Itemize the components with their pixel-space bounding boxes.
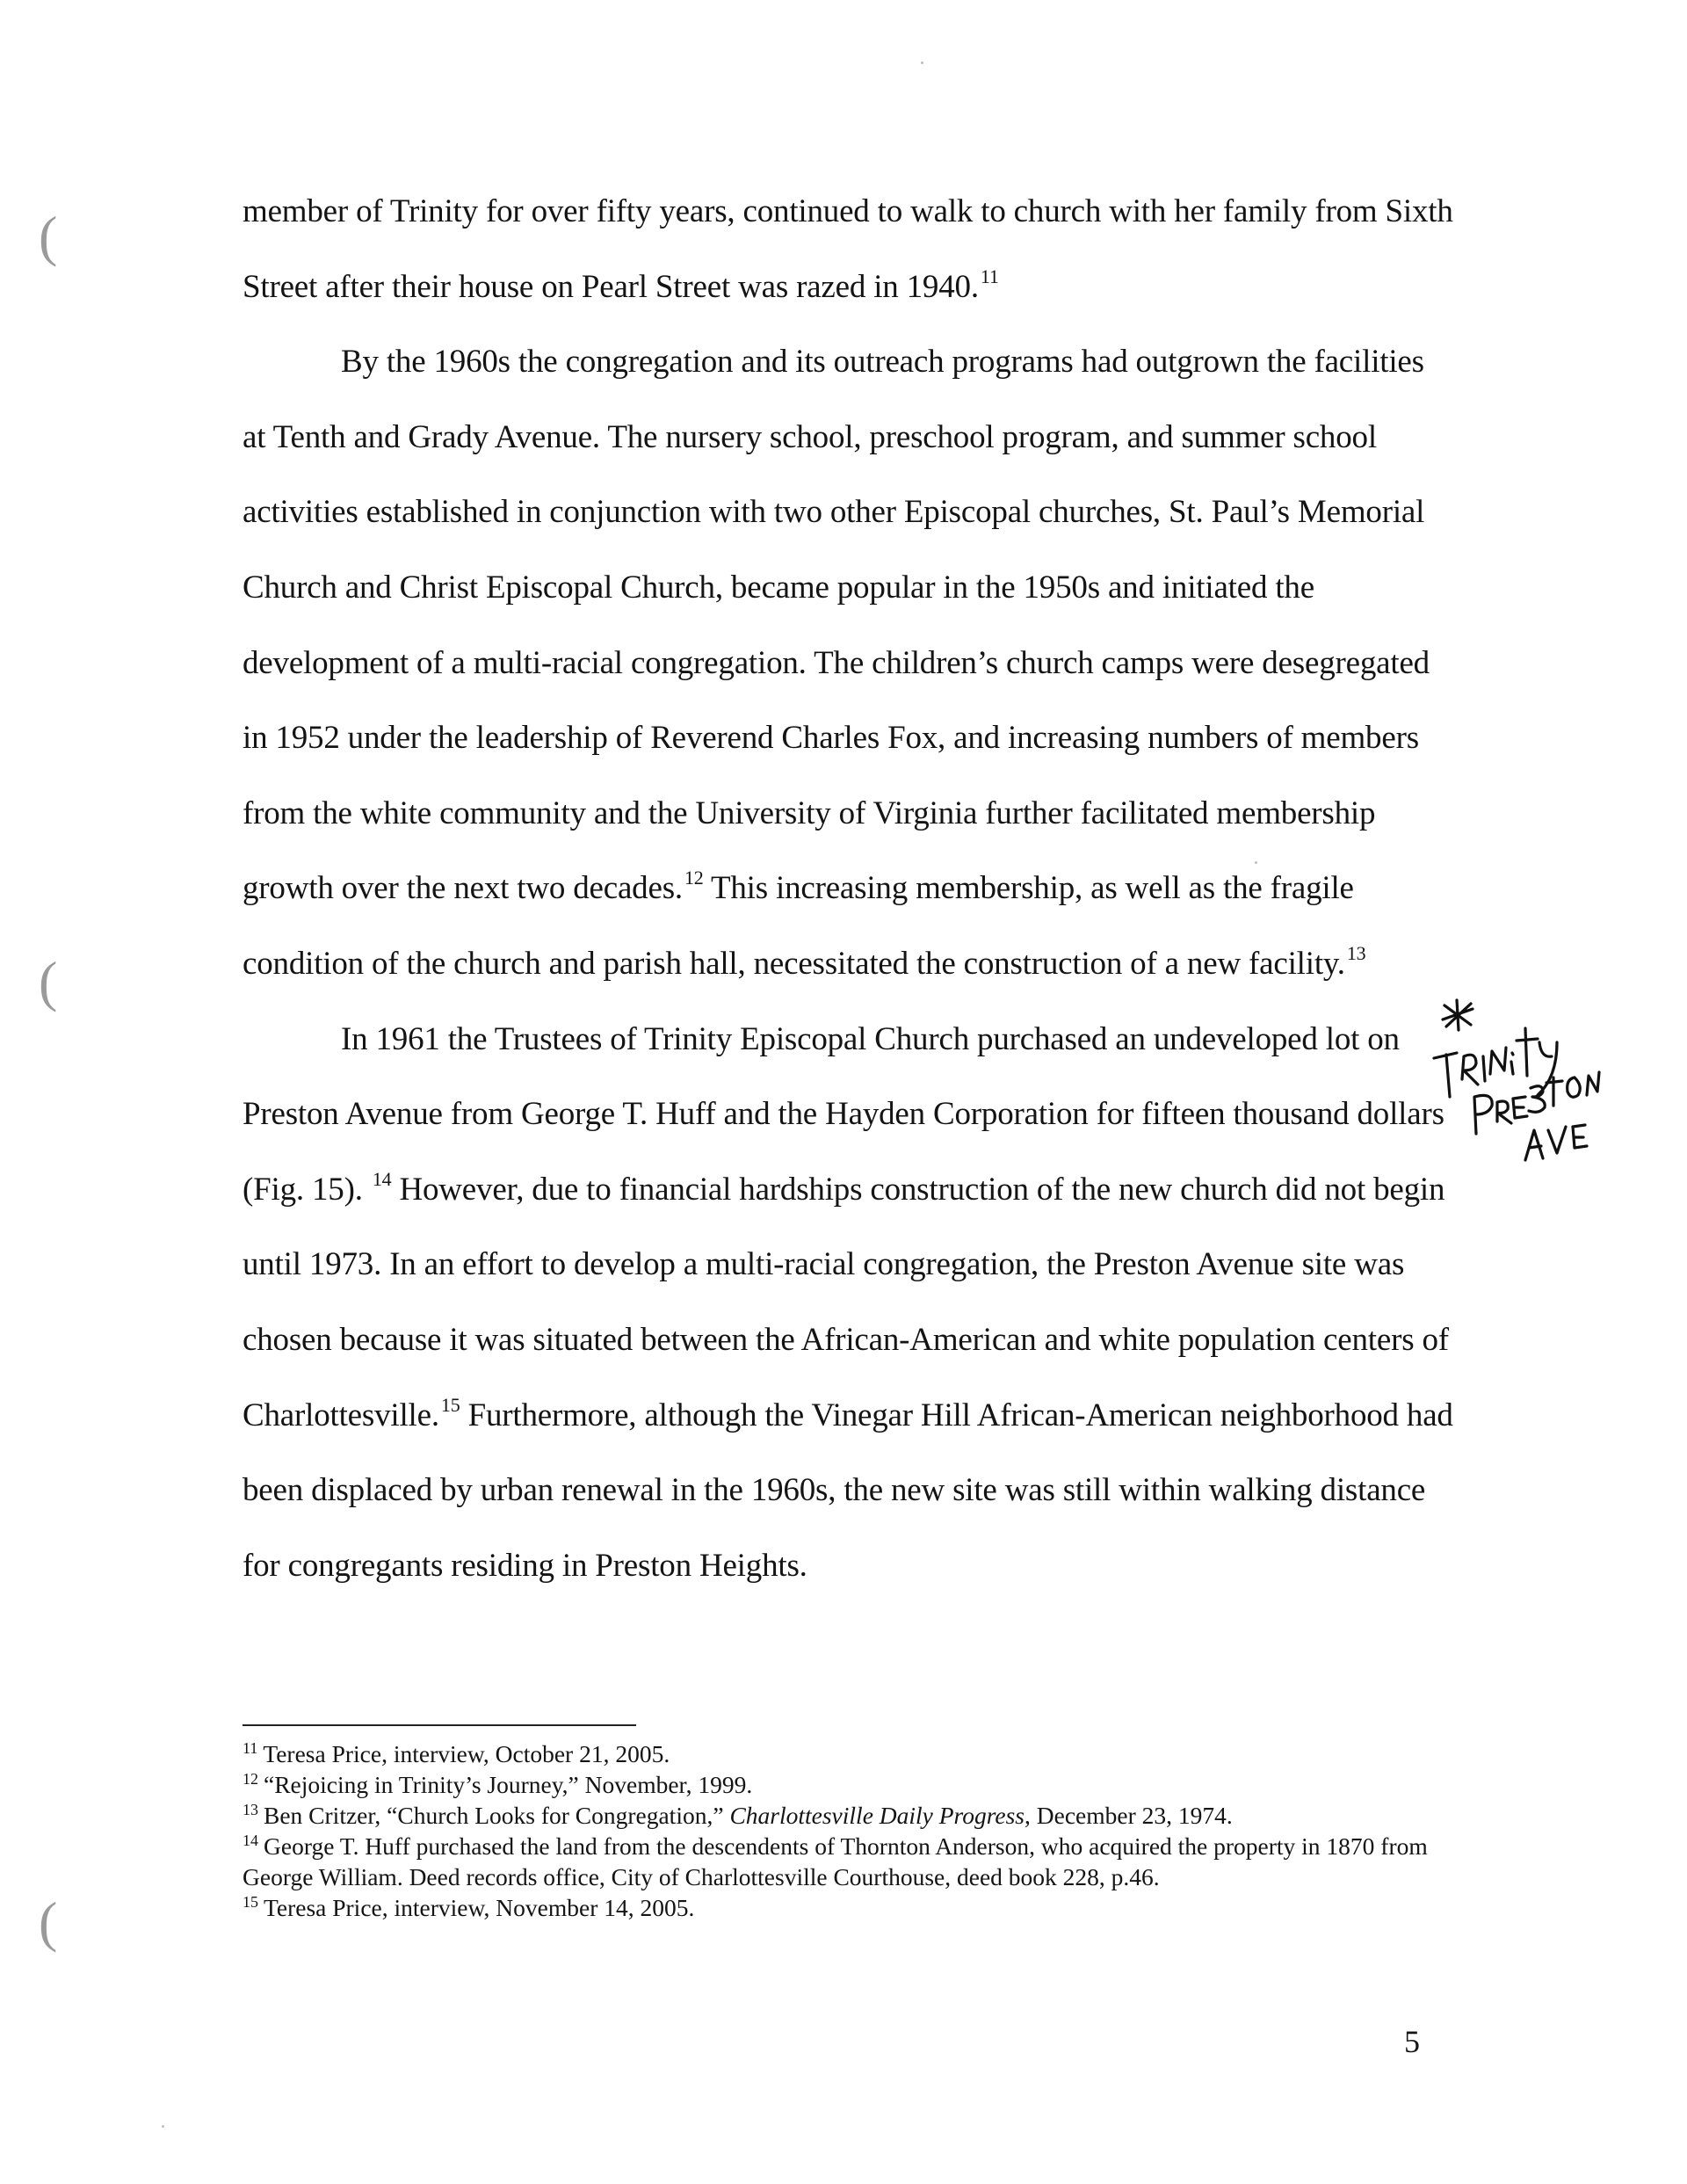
footnote-reference: 12: [684, 867, 704, 889]
body-text: [243, 174, 1455, 1603]
body-paragraph: [243, 174, 1455, 324]
footnote: [243, 1769, 1446, 1800]
scan-margin-mark: (: [39, 950, 58, 1012]
footnote-reference: 13: [1346, 941, 1366, 964]
scan-margin-mark: (: [39, 1890, 58, 1953]
page-number: 5: [1404, 2024, 1420, 2059]
body-paragraph: [243, 324, 1455, 1001]
scan-speck: [921, 62, 923, 64]
paragraph-text: However, due to financial hardships construction of the new church did not begin until 1973. In an effort to develop a multi-racial congregation, the Preston Avenue site was chosen because it was situated between the African-American and white population centers of Charlottesville.: [243, 1171, 1449, 1433]
footnote-reference: 14: [372, 1167, 392, 1190]
footnote-text: , December 23, 1974.: [1025, 1802, 1233, 1829]
footnote: [243, 1800, 1446, 1831]
footnote: [243, 1831, 1446, 1892]
scan-margin-mark: (: [39, 205, 58, 267]
footnote-rule: [243, 1724, 636, 1726]
footnote-number: 13: [243, 1801, 258, 1818]
footnote-reference: 11: [980, 265, 999, 287]
footnote-publication-title: Charlottesville Daily Progress: [729, 1802, 1025, 1829]
footnote-number: 11: [243, 1739, 258, 1757]
footnote: [243, 1738, 1446, 1769]
footnotes: [243, 1738, 1446, 1923]
footnote-text: Ben Critzer, “Church Looks for Congregation,”: [264, 1802, 730, 1829]
paragraph-text: By the 1960s the congregation and its outreach programs had outgrown the facilities at Tenth and Grady Avenue. The nursery school, preschool program, and summer school activities established in conjunction with two other Episcopal churches, St. Paul’s Memorial Church and Christ Episcopal Church, became popular in the 1950s and initiated the development of a multi-racial congregation. The children’s church camps were desegregated in 1952 under the leadership of Reverend Charles Fox, and increasing numbers of members from the white community and the University of Virginia further facilitated membership growth over the next two decades.: [243, 344, 1430, 907]
body-paragraph: [243, 1002, 1455, 1604]
footnote-number: 15: [243, 1893, 258, 1911]
footnote-number: 14: [243, 1832, 258, 1849]
footnote: [243, 1892, 1446, 1923]
footnote-text: Teresa Price, interview, November 14, 2005.: [264, 1894, 695, 1921]
paragraph-text: Furthermore, although the Vinegar Hill African-American neighborhood had been displaced by urban renewal in the 1960s, the new site was still within walking distance for congregants residing in Preston Heights.: [243, 1397, 1453, 1584]
footnote-number: 12: [243, 1770, 258, 1788]
paragraph-text: This increasing membership, as well as the fragile condition of the church and parish hall, necessitated the construction of a new facility.: [243, 870, 1354, 982]
handwritten-note: [1425, 993, 1601, 1222]
asterisk-mark: [1443, 1000, 1473, 1030]
footnote-text: George T. Huff purchased the land from the descendents of Thornton Anderson, who acquired the property in 1870 from George William. Deed records office, City of Charlottesville Courthouse, deed book 228, p.46.: [243, 1832, 1428, 1890]
paragraph-text: In 1961 the Trustees of Trinity Episcopal Church purchased an undeveloped lot on Preston Avenue from George T. Huff and the Hayden Corporation for fifteen thousand dollars (Fig. 15).: [243, 1020, 1444, 1208]
paragraph-text: member of Trinity for over fifty years, continued to walk to church with her family from Sixth Street after their house on Pearl Street was razed in 1940.: [243, 193, 1453, 305]
footnote-text: “Rejoicing in Trinity’s Journey,” November, 1999.: [264, 1771, 753, 1798]
footnote-reference: 15: [440, 1393, 460, 1416]
scan-speck: [162, 2125, 164, 2128]
footnote-text: Teresa Price, interview, October 21, 2005.: [263, 1740, 670, 1767]
